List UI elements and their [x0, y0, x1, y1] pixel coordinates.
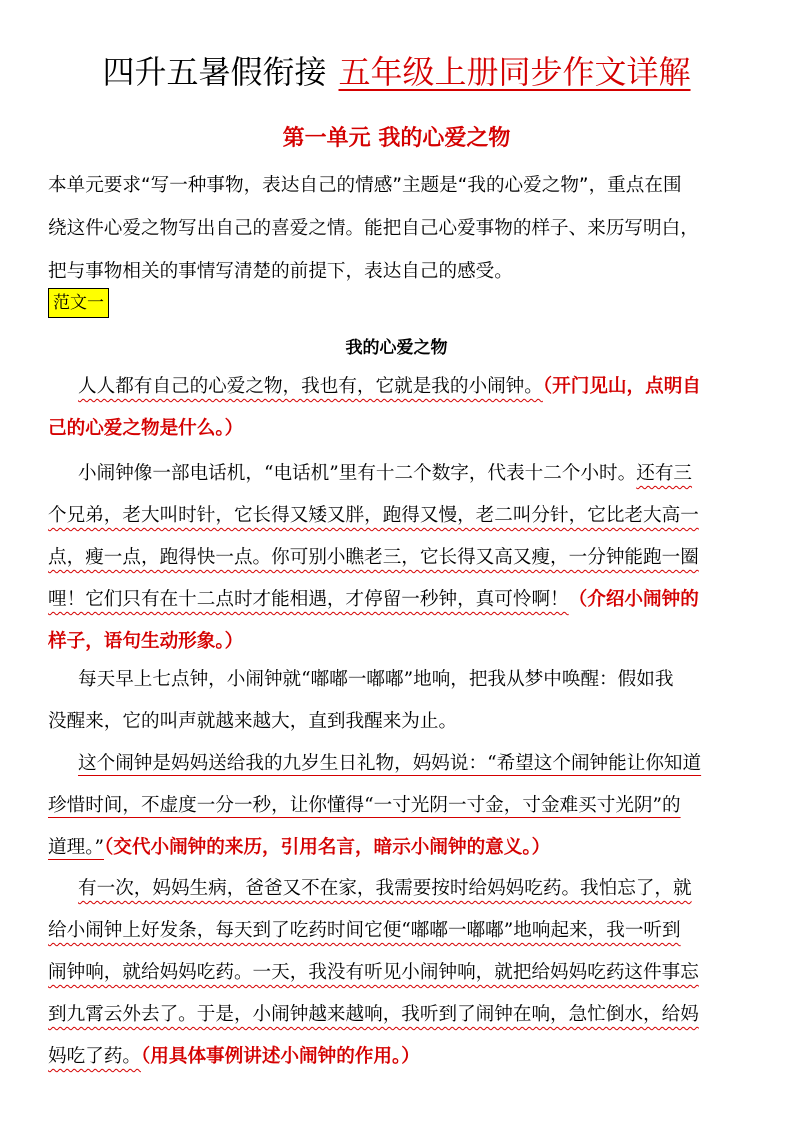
essay-text: 人人都有自己的心爱之物，我也有，它就是我的小闹钟。 — [78, 376, 543, 397]
essay-line — [48, 453, 750, 495]
essay-text: 个兄弟，老大叫时针，它长得又矮又胖，跑得又慢，老二叫分针，它比老大高一 — [48, 505, 699, 526]
intro-line: 绕这件心爱之物写出自己的喜爱之情。能把自己心爱事物的样子、来历写明白， — [48, 218, 699, 239]
essay-line — [48, 579, 750, 621]
essay-line: 每天早上七点钟，小闹钟就“嘟嘟一嘟嘟”地响，把我从梦中唤醒：假如我 — [78, 669, 674, 690]
essay-text: 妈吃了药。 — [48, 1046, 141, 1067]
document-header — [0, 50, 793, 94]
essay-paragraph-5 — [48, 868, 750, 1078]
essay-line — [48, 537, 750, 579]
unit-title: 第一单元 我的心爱之物 — [282, 126, 511, 151]
essay-line — [48, 408, 750, 450]
essay-text: 到九霄云外去了。于是，小闹钟越来越响，我听到了闹钟在响，急忙倒水，给妈 — [48, 1004, 699, 1025]
annotation-note: （交代小闹钟的来历，引用名言，暗示小闹钟的意义。） — [104, 837, 551, 858]
essay-text: 这个闹钟是妈妈送给我的九岁生日礼物，妈妈说：“希望这个闹钟能让你知道 — [78, 753, 702, 774]
unit-intro — [48, 164, 750, 293]
essay-title: 我的心爱之物 — [345, 338, 448, 358]
essay-line — [48, 868, 750, 910]
essay-line — [48, 366, 750, 408]
essay-line — [48, 495, 750, 537]
header-title-red: 五年级上册同步作文详解 — [338, 53, 691, 91]
essay-line — [48, 827, 750, 869]
essay-paragraph-4 — [48, 743, 750, 869]
essay-text: 珍惜时间，不虚度一分一秒，让你懂得“一寸光阴一寸金，寸金难买寸光阴”的 — [48, 795, 681, 816]
sample-essay-tag: 范文一 — [48, 288, 109, 318]
essay-line — [48, 910, 750, 952]
annotation-note: （用具体事例讲述小闹钟的作用。） — [140, 1046, 420, 1067]
essay-paragraph-3 — [48, 659, 750, 743]
essay-text: 小闹钟像一部电话机，“电话机”里有十二个数字，代表十二个小时。 — [78, 463, 637, 484]
essay-text: 还有三 — [636, 463, 693, 484]
essay-text: 点，瘦一点，跑得快一点。你可别小瞧老三，它长得又高又瘦，一分钟能跑一圈 — [48, 547, 699, 568]
intro-line: 本单元要求“写一种事物，表达自己的情感”主题是“我的心爱之物”，重点在围 — [48, 175, 682, 196]
annotation-note: 样子，语句生动形象。） — [48, 631, 244, 652]
annotation-note: （介绍小闹钟的 — [568, 589, 699, 610]
essay-paragraph-2 — [48, 453, 750, 663]
essay-line: 没醒来，它的叫声就越来越大，直到我醒来为止。 — [48, 711, 458, 732]
essay-text: 闹钟响，就给妈妈吃药。一天，我没有听见小闹钟响，就把给妈妈吃药这件事忘 — [48, 962, 699, 983]
essay-text: 给小闹钟上好发条，每天到了吃药时间它便“嘟嘟一嘟嘟”地响起来，我一听到 — [48, 920, 681, 941]
essay-text: 哩！它们只有在十二点时才能相遇，才停留一秒钟，真可怜啊！ — [48, 589, 569, 610]
essay-line — [48, 952, 750, 994]
essay-line — [48, 994, 750, 1036]
essay-line — [48, 785, 750, 827]
annotation-note: （开门见山，点明自 — [542, 376, 701, 397]
essay-line — [48, 743, 750, 785]
intro-line: 把与事物相关的事情写清楚的前提下，表达自己的感受。 — [48, 261, 513, 282]
essay-line — [48, 1036, 750, 1078]
essay-text: 道理。” — [48, 837, 104, 858]
essay-text: 有一次，妈妈生病，爸爸又不在家，我需要按时给妈妈吃药。我怕忘了，就 — [78, 878, 692, 899]
essay-line — [48, 621, 750, 663]
header-title-black: 四升五暑假衔接 — [102, 53, 327, 91]
annotation-note: 己的心爱之物是什么。） — [48, 418, 244, 439]
essay-paragraph-1 — [48, 366, 750, 450]
